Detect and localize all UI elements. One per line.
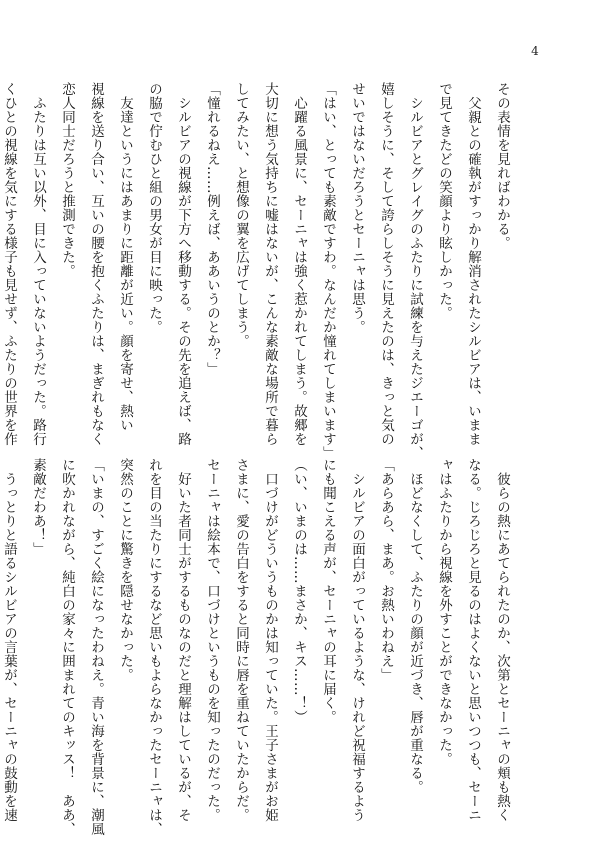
text-line: シルビアの視線が下方へ移動する。その先を追えば、路 bbox=[175, 82, 191, 446]
text-line: 口づけがどういうものかは知っていた。王子さまがお姫 bbox=[262, 458, 278, 822]
text-line: うっとりと語るシルビアの言葉が、セーニャの鼓動を速 bbox=[1, 458, 17, 822]
text-line: なる。じろじろと見るのはよくないと思いつつも、セーニ bbox=[465, 458, 481, 822]
text-line: 好いた者同士がするものなのだと理解はしているが、そ bbox=[175, 458, 191, 822]
text-line: に吹かれながら、純白の家々に囲まれてのキッス！ ああ、 bbox=[59, 458, 75, 836]
text-line: で見てきたどの笑顔より眩しかった。 bbox=[436, 82, 452, 320]
text-line: 大切に想う気持ちに嘘はないが、こんな素敵な場所で暮ら bbox=[262, 82, 278, 446]
text-line: 父親との確執がすっかり解消されたシルビアは、いまま bbox=[465, 82, 481, 446]
text-line: 素敵だわあ！」 bbox=[30, 458, 46, 556]
text-line: 「憧れるねえ……例えば、ああいうのとか？」 bbox=[204, 82, 220, 376]
text-line: 突然のことに驚きを隠せなかった。 bbox=[117, 458, 133, 682]
text-line: にも聞こえる声が、セーニャの耳に届く。 bbox=[320, 458, 336, 724]
text-line: シルビアの面白がっているような、けれど祝福するよう bbox=[349, 458, 365, 822]
text-line: 彼らの熱にあてられたのか、次第とセーニャの頬も熱く bbox=[494, 458, 510, 822]
text-line: くひとの視線を気にする様子も見せず、ふたりの世界を作 bbox=[1, 82, 17, 446]
text-line: 「いまの、すごく絵になったわねえ。青い海を背景に、潮風 bbox=[88, 458, 104, 836]
text-line: さまに、愛の告白をすると同時に唇を重ねていたからだ。 bbox=[233, 458, 249, 822]
text-line: してみたい、と想像の翼を広げてしまう。 bbox=[233, 82, 249, 348]
text-line: （い、いまのは……まさか、キス……！） bbox=[291, 458, 307, 724]
text-line: 心躍る風景に、セーニャは強く惹かれてしまう。故郷を bbox=[291, 82, 307, 446]
text-block-lower bbox=[0, 458, 516, 836]
text-line: セーニャは絵本で、口づけというものを知ったのだった。 bbox=[204, 458, 220, 822]
text-line: 視線を送り合い、互いの腰を抱くふたりは、まぎれもなく bbox=[88, 82, 104, 446]
text-line: その表情を見ればわかる。 bbox=[494, 82, 510, 250]
text-line: 「あらあら、まあ。お熱いわねえ」 bbox=[378, 458, 394, 682]
text-line: れを目の当たりにするなど思いもよらなかったセーニャは、 bbox=[146, 458, 162, 836]
page-number: 4 bbox=[531, 44, 539, 58]
text-line: ほどなくして、ふたりの顔が近づき、唇が重なる。 bbox=[407, 458, 423, 794]
text-line: ふたりは互い以外、目に入っていないようだった。路行 bbox=[30, 82, 46, 446]
text-line: せいではないだろうとセーニャは思う。 bbox=[349, 82, 365, 334]
text-line: 友達というにはあまりに距離が近い。顔を寄せ、熱い bbox=[117, 82, 133, 432]
text-block-upper bbox=[0, 82, 516, 460]
text-line: 嬉しそうに、そして誇らしそうに見えたのは、きっと気の bbox=[378, 82, 394, 446]
text-line: 「はい、とっても素敵ですわ。なんだか憧れてしまいます」 bbox=[320, 82, 336, 460]
text-line: 恋人同士だろうと推測できた。 bbox=[59, 82, 75, 278]
text-line: ャはふたりから視線を外すことができなかった。 bbox=[436, 458, 452, 766]
text-line: の脇で佇むひと組の男女が目に映った。 bbox=[146, 82, 162, 334]
text-line: シルビアとグレイグのふたりに試練を与えたジエーゴが、 bbox=[407, 82, 423, 460]
